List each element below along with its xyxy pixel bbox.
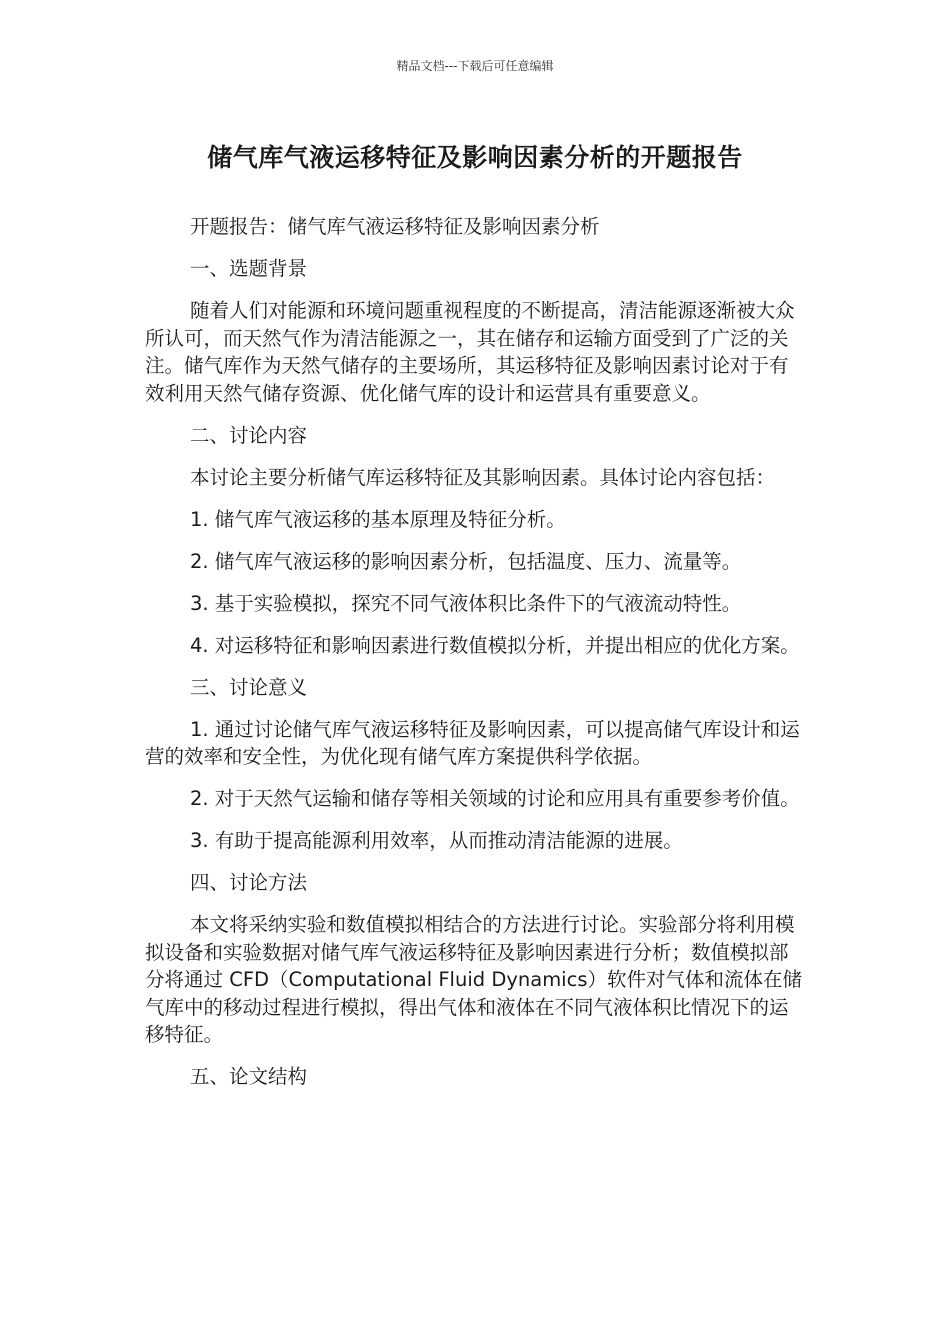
paragraph-content-intro: 本讨论主要分析储气库运移特征及其影响因素。具体讨论内容包括： [190,465,776,489]
paragraph-background: 随着人们对能源和环境问题重视程度的不断提高，清洁能源逐渐被大众所认可，而天然气作为清洁能源之一，其在储存和运输方面受到了广泛的关注。储气库作为天然气储存的主要场所，其运移特征及影响因素讨论对于有效利用天然气储存资源、优化储气库的设计和运营具有重要意义。 [145,299,795,405]
list-item-content-3: 3. 基于实验模拟，探究不同气液体积比条件下的气液流动特性。 [190,591,742,615]
list-item-content-4: 4. 对运移特征和影响因素进行数值模拟分析，并提出相应的优化方案。 [190,633,800,657]
list-item-significance-3: 3. 有助于提高能源利用效率，从而推动清洁能源的进展。 [190,829,683,852]
list-item-significance-1: 1. 通过讨论储气库气液运移特征及影响因素，可以提高储气库设计和运营的效率和安全性，为优化现有储气库方案提供科学依据。 [145,717,800,768]
section-heading-method: 四、讨论方法 [190,871,308,894]
section-heading-content: 二、讨论内容 [190,423,308,447]
paragraph-report-subject: 开题报告：储气库气液运移特征及影响因素分析 [190,215,600,238]
list-item-significance-2: 2. 对于天然气运输和储存等相关领域的讨论和应用具有重要参考价值。 [190,787,800,810]
paragraph-method: 本文将采纳实验和数值模拟相结合的方法进行讨论。实验部分将利用模拟设备和实验数据对储气库气液运移特征及影响因素进行分析；数值模拟部分将通过 CFD（Computational Fluid Dynamics）软件对气体和流体在储气库中的移动过程进行模拟，得出气体和液体在不同气液体积比情况下的运移特征。 [145,913,802,1046]
document-body [145,213,805,1105]
section-heading-background: 一、选题背景 [190,257,308,280]
section-heading-significance: 三、讨论意义 [190,675,308,699]
list-item-content-2: 2. 储气库气液运移的影响因素分析，包括温度、压力、流量等。 [190,549,742,573]
list-item-content-1: 1. 储气库气液运移的基本原理及特征分析。 [190,507,566,531]
page-header: 精品文档---下载后可任意编辑 [396,59,554,73]
document-title: 储气库气液运移特征及影响因素分析的开题报告 [207,143,743,172]
section-heading-structure: 五、论文结构 [190,1065,308,1088]
